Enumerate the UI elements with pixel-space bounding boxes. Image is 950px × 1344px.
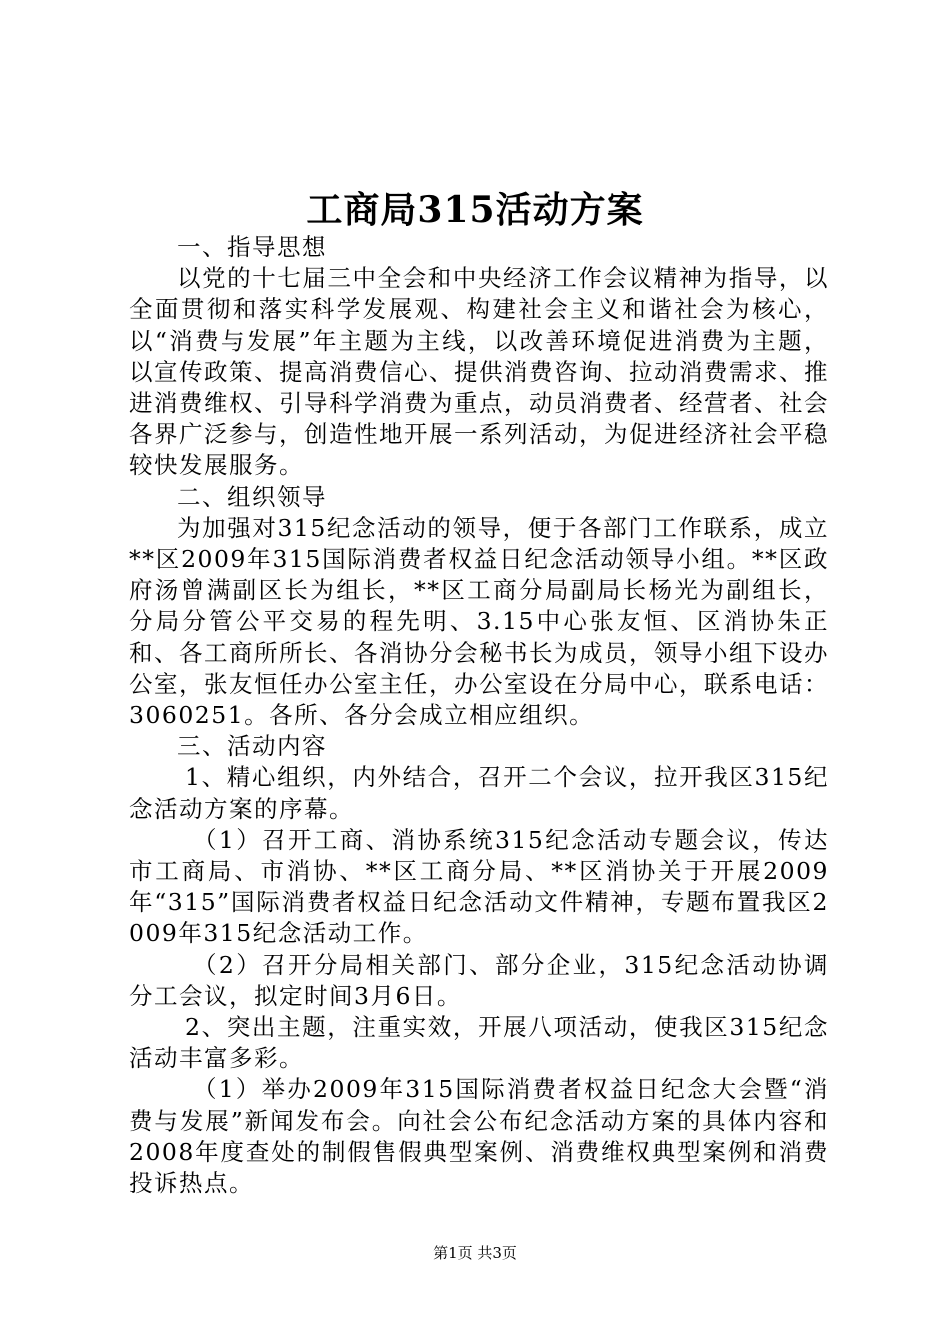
section-heading-activities: 三、活动内容 [177,732,327,761]
paragraph-activity-1-item-2: （2）召开分局相关部门、部分企业，315纪念活动协调分工会议，拟定时间3月6日。 [129,950,829,1010]
paragraph-activity-1: 1、精心组织，内外结合，召开二个会议，拉开我区315纪念活动方案的序幕。 [129,763,829,823]
paragraph-activity-2-item-1: （1）举办2009年315国际消费者权益日纪念大会暨“消费与发展”新闻发布会。向社会公布纪念活动方案的具体内容和2008年度查处的制假售假典型案例、消费维权典型案例和消费投诉热点。 [129,1075,829,1198]
paragraph-activity-2: 2、突出主题，注重实效，开展八项活动，使我区315纪念活动丰富多彩。 [129,1013,829,1073]
section-heading-guiding-ideology: 一、指导思想 [177,233,327,261]
paragraph-organization: 为加强对315纪念活动的领导，便于各部门工作联系，成立**区2009年315国际消费者权益日纪念活动领导小组。**区政府汤曾满副区长为组长，**区工商分局副局长杨光为副组长，分局分管公平交易的程先明、3.15中心张友恒、区消协朱正和、各工商所所长、各消协分会秘书长为成员，领导小组下设办公室，张友恒任办公室主任，办公室设在分局中心，联系电话：3060251。各所、各分会成立相应组织。 [129,513,829,730]
paragraph-guiding-ideology: 以党的十七届三中全会和中央经济工作会议精神为指导，以全面贯彻和落实科学发展观、构建社会主义和谐社会为核心，以“消费与发展”年主题为主线，以改善环境促进消费为主题，以宣传政策、提高消费信心、提供消费咨询、拉动消费需求、推进消费维权、引导科学消费为重点，动员消费者、经营者、社会各界广泛参与，创造性地开展一系列活动，为促进经济社会平稳较快发展服务。 [129,264,829,480]
page-number-footer: 第1页 共3页 [433,1244,517,1262]
document-body [129,232,829,1199]
section-heading-organization: 二、组织领导 [177,482,327,511]
paragraph-activity-1-item-1: （1）召开工商、消协系统315纪念活动专题会议，传达市工商局、市消协、**区工商分局、**区消协关于开展2009年“315”国际消费者权益日纪念活动文件精神，专题布置我区2009年315纪念活动工作。 [129,825,829,948]
document-title: 工商局315活动方案 [306,189,644,231]
